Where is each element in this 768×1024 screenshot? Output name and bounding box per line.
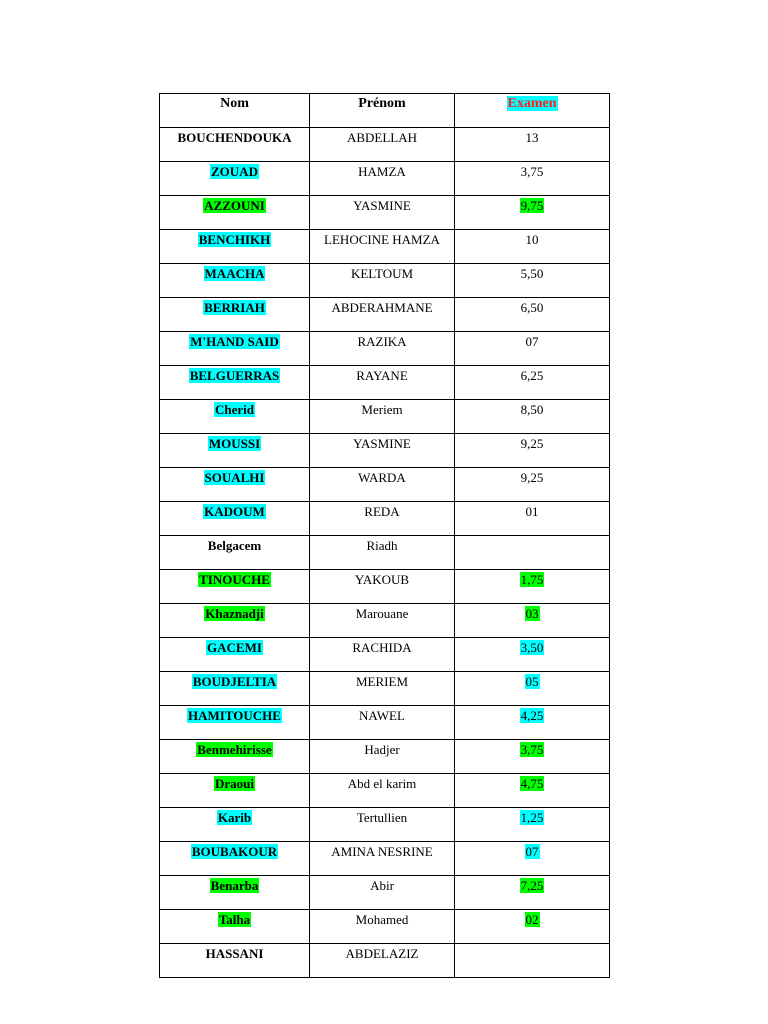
examen-cell — [455, 740, 610, 774]
examen-text: 13 — [525, 130, 539, 145]
prenom-cell — [310, 468, 455, 502]
examen-text: 9,75 — [520, 198, 544, 213]
examen-cell — [455, 230, 610, 264]
examen-cell — [455, 400, 610, 434]
prenom-text: RAZIKA — [357, 334, 407, 349]
prenom-text: Marouane — [355, 606, 409, 621]
prenom-cell — [310, 910, 455, 944]
header-examen — [455, 94, 610, 128]
nom-text: BOUDJELTIA — [192, 674, 277, 689]
table-body — [160, 128, 610, 978]
prenom-text: ABDELAZIZ — [345, 946, 419, 961]
examen-cell — [455, 910, 610, 944]
examen-cell — [455, 604, 610, 638]
table-row — [160, 672, 610, 706]
nom-text: MOUSSI — [208, 436, 261, 451]
nom-cell — [160, 400, 310, 434]
nom-text: BOUCHENDOUKA — [177, 130, 292, 145]
prenom-text: Meriem — [361, 402, 403, 417]
nom-text: BELGUERRAS — [189, 368, 280, 383]
nom-cell — [160, 196, 310, 230]
prenom-cell — [310, 434, 455, 468]
prenom-cell — [310, 604, 455, 638]
prenom-text: Riadh — [366, 538, 398, 553]
nom-text: MAACHA — [204, 266, 265, 281]
prenom-cell — [310, 808, 455, 842]
examen-text: 7,25 — [520, 878, 544, 893]
prenom-text: YASMINE — [353, 436, 411, 451]
examen-cell — [455, 298, 610, 332]
table-row — [160, 332, 610, 366]
nom-text: TINOUCHE — [199, 572, 270, 587]
nom-text: BERRIAH — [204, 300, 265, 315]
examen-text: 6,25 — [520, 368, 544, 383]
nom-cell — [160, 774, 310, 808]
nom-text: SOUALHI — [204, 470, 265, 485]
examen-cell — [455, 944, 610, 978]
nom-text: GACEMI — [207, 640, 262, 655]
table-row — [160, 400, 610, 434]
examen-text: 10 — [525, 232, 539, 247]
examen-text: 4,25 — [520, 708, 544, 723]
prenom-text: LEHOCINE HAMZA — [324, 232, 440, 247]
table-row — [160, 468, 610, 502]
prenom-text: WARDA — [358, 470, 406, 485]
nom-text: HASSANI — [205, 946, 264, 961]
nom-cell — [160, 434, 310, 468]
table-row — [160, 740, 610, 774]
examen-cell — [455, 502, 610, 536]
prenom-cell — [310, 366, 455, 400]
examen-text: 3,50 — [520, 640, 544, 655]
prenom-cell — [310, 536, 455, 570]
prenom-text: Hadjer — [364, 742, 400, 757]
examen-cell — [455, 842, 610, 876]
nom-text: Benmehirisse — [197, 742, 272, 757]
nom-cell — [160, 604, 310, 638]
table-row — [160, 842, 610, 876]
examen-cell — [455, 536, 610, 570]
nom-text: BENCHIKH — [198, 232, 271, 247]
header-nom: Nom — [160, 94, 310, 128]
nom-cell — [160, 672, 310, 706]
examen-text: 03 — [525, 606, 539, 621]
prenom-cell — [310, 842, 455, 876]
prenom-text: RAYANE — [356, 368, 408, 383]
table-row — [160, 264, 610, 298]
prenom-text: Abir — [370, 878, 394, 893]
examen-cell — [455, 434, 610, 468]
prenom-cell — [310, 774, 455, 808]
prenom-cell — [310, 570, 455, 604]
header-row — [160, 94, 610, 128]
examen-cell — [455, 332, 610, 366]
nom-text: HAMITOUCHE — [188, 708, 281, 723]
examen-cell — [455, 672, 610, 706]
table-row — [160, 230, 610, 264]
nom-cell — [160, 264, 310, 298]
nom-cell — [160, 876, 310, 910]
nom-cell — [160, 944, 310, 978]
prenom-cell — [310, 944, 455, 978]
examen-text: 07 — [525, 844, 539, 859]
examen-text: 3,75 — [520, 742, 544, 757]
table-row — [160, 944, 610, 978]
examen-cell — [455, 264, 610, 298]
examen-cell — [455, 128, 610, 162]
examen-text: 8,50 — [520, 402, 544, 417]
prenom-cell — [310, 400, 455, 434]
table-row — [160, 638, 610, 672]
table-row — [160, 366, 610, 400]
examen-text: 1,75 — [520, 572, 544, 587]
examen-cell — [455, 468, 610, 502]
nom-cell — [160, 230, 310, 264]
prenom-cell — [310, 672, 455, 706]
prenom-text: Abd el karim — [347, 776, 417, 791]
nom-text: Draoui — [215, 776, 254, 791]
nom-text: Khaznadji — [205, 606, 264, 621]
nom-text: AZZOUNI — [204, 198, 265, 213]
prenom-cell — [310, 332, 455, 366]
examen-cell — [455, 706, 610, 740]
examen-cell — [455, 808, 610, 842]
prenom-cell — [310, 230, 455, 264]
prenom-cell — [310, 706, 455, 740]
table-row — [160, 604, 610, 638]
nom-cell — [160, 740, 310, 774]
table-row — [160, 298, 610, 332]
nom-text: Cherid — [215, 402, 254, 417]
examen-cell — [455, 774, 610, 808]
table-row — [160, 774, 610, 808]
prenom-text: MERIEM — [356, 674, 408, 689]
nom-cell — [160, 808, 310, 842]
nom-cell — [160, 536, 310, 570]
nom-cell — [160, 910, 310, 944]
grades-table — [159, 93, 610, 978]
table-row — [160, 434, 610, 468]
examen-cell — [455, 162, 610, 196]
prenom-cell — [310, 162, 455, 196]
prenom-cell — [310, 128, 455, 162]
nom-cell — [160, 468, 310, 502]
examen-cell — [455, 196, 610, 230]
prenom-text: Tertullien — [356, 810, 408, 825]
table-row — [160, 502, 610, 536]
examen-text: 9,25 — [520, 436, 544, 451]
prenom-cell — [310, 740, 455, 774]
examen-text: 6,50 — [520, 300, 544, 315]
prenom-text: REDA — [364, 504, 400, 519]
nom-cell — [160, 842, 310, 876]
table-row — [160, 910, 610, 944]
table-row — [160, 196, 610, 230]
nom-cell — [160, 128, 310, 162]
nom-cell — [160, 638, 310, 672]
nom-cell — [160, 502, 310, 536]
prenom-text: HAMZA — [358, 164, 406, 179]
nom-text: KADOUM — [204, 504, 265, 519]
nom-text: Karib — [217, 810, 252, 825]
examen-text: 05 — [525, 674, 539, 689]
prenom-cell — [310, 264, 455, 298]
examen-text: 4,75 — [520, 776, 544, 791]
nom-cell — [160, 570, 310, 604]
prenom-text: YASMINE — [353, 198, 411, 213]
prenom-cell — [310, 502, 455, 536]
table-row — [160, 570, 610, 604]
prenom-cell — [310, 638, 455, 672]
examen-text: 02 — [525, 912, 539, 927]
examen-text — [531, 538, 533, 553]
examen-text: 3,75 — [520, 164, 544, 179]
table-row — [160, 536, 610, 570]
table-row — [160, 808, 610, 842]
nom-text: ZOUAD — [211, 164, 258, 179]
examen-text: 9,25 — [520, 470, 544, 485]
table-row — [160, 128, 610, 162]
prenom-text: ABDELLAH — [346, 130, 418, 145]
examen-cell — [455, 570, 610, 604]
prenom-text: NAWEL — [359, 708, 405, 723]
prenom-cell — [310, 196, 455, 230]
prenom-text: AMINA NESRINE — [331, 844, 433, 859]
prenom-text: KELTOUM — [350, 266, 414, 281]
header-prenom: Prénom — [310, 94, 455, 128]
examen-cell — [455, 366, 610, 400]
nom-text: Talha — [218, 912, 251, 927]
nom-cell — [160, 366, 310, 400]
examen-text: 01 — [525, 504, 539, 519]
examen-cell — [455, 638, 610, 672]
prenom-cell — [310, 298, 455, 332]
header-examen-label: Examen — [507, 96, 557, 111]
table-row — [160, 706, 610, 740]
examen-cell — [455, 876, 610, 910]
nom-text: Benarba — [210, 878, 259, 893]
nom-cell — [160, 162, 310, 196]
examen-text: 07 — [525, 334, 539, 349]
nom-text: BOUBAKOUR — [191, 844, 278, 859]
prenom-cell — [310, 876, 455, 910]
prenom-text: YAKOUB — [354, 572, 410, 587]
nom-text: Belgacem — [207, 538, 262, 553]
nom-cell — [160, 706, 310, 740]
prenom-text: RACHIDA — [352, 640, 412, 655]
prenom-text: Mohamed — [355, 912, 409, 927]
table-row — [160, 876, 610, 910]
examen-text: 5,50 — [520, 266, 544, 281]
nom-cell — [160, 298, 310, 332]
table-row — [160, 162, 610, 196]
nom-cell — [160, 332, 310, 366]
nom-text: M'HAND SAID — [190, 334, 279, 349]
prenom-text: ABDERAHMANE — [331, 300, 433, 315]
examen-text: 1,25 — [520, 810, 544, 825]
examen-text — [531, 946, 533, 961]
